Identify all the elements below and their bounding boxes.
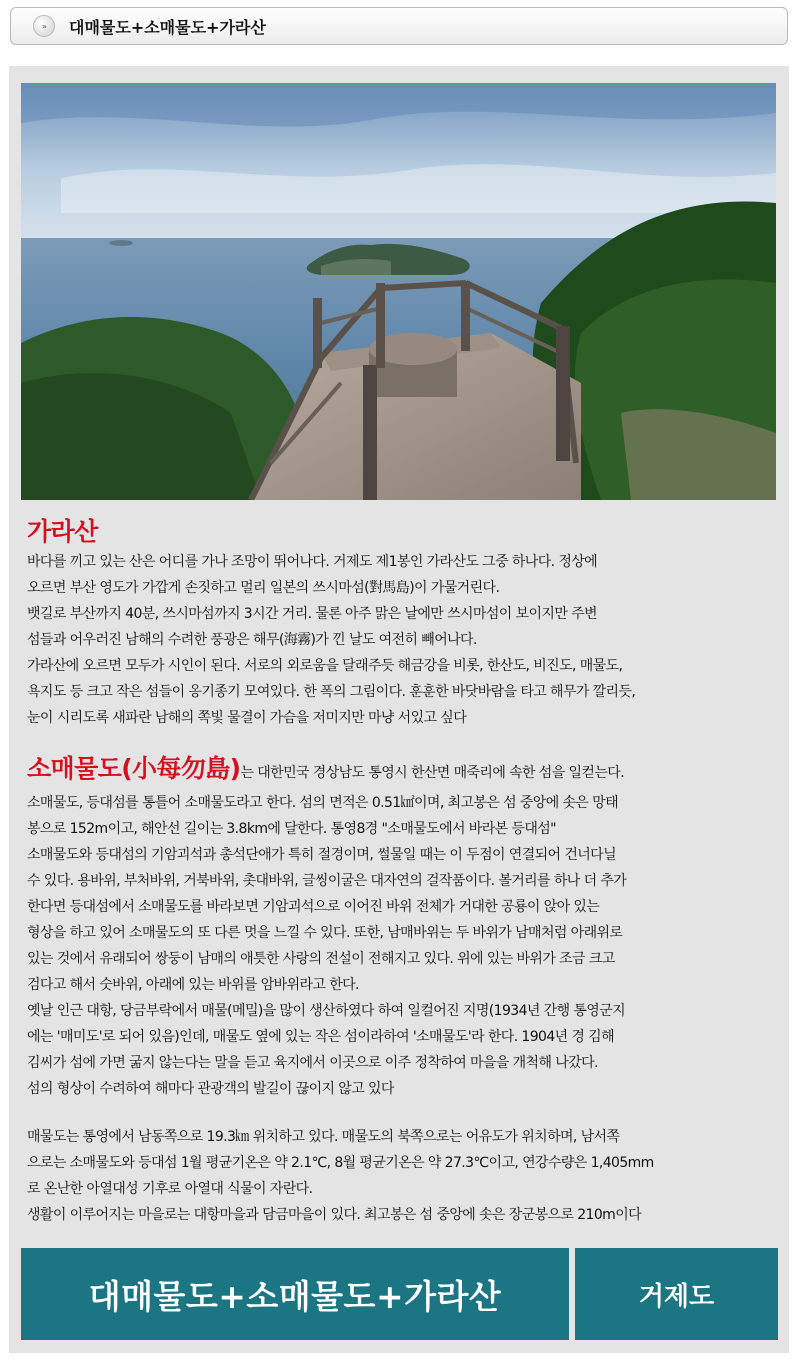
garasan-line: 섬들과 어우러진 남해의 수려한 풍광은 해무(海霧)가 낀 날도 여전히 빼어나다. — [27, 632, 477, 648]
garasan-line: 눈이 시리도록 새파란 남해의 쪽빛 물결이 가슴을 저미지만 마냥 서있고 싶다 — [27, 710, 467, 726]
daemaemuldo-section — [27, 1124, 779, 1228]
somaemuldo-line: 옛날 인근 대항, 당금부락에서 매물(메밀)을 많이 생산하였다 하여 일컬어진 지명(1934년 간행 통영군지 — [27, 1003, 626, 1019]
daemaemuldo-line: 로 온난한 아열대성 기후로 아열대 식물이 자란다. — [27, 1181, 313, 1197]
somaemuldo-line: 형상을 하고 있어 소매물도의 또 다른 멋을 느낄 수 있다. 또한, 남매바위는 두 바위가 남매처럼 아래위로 — [27, 925, 623, 941]
daemaemuldo-course-button[interactable]: 대매물도+소매물도+가라산 — [21, 1248, 569, 1340]
garasan-line: 바다를 끼고 있는 산은 어디를 가나 조망이 뛰어나다. 거제도 제1봉인 가라산도 그중 하나다. 정상에 — [27, 554, 598, 570]
garasan-line: 오르면 부산 영도가 가깝게 손짓하고 멀리 일본의 쓰시마섬(對馬島)이 가물거린다. — [27, 580, 500, 596]
somaemuldo-section — [27, 752, 779, 1102]
somaemuldo-line: 김씨가 섬에 가면 굶지 않는다는 말을 듣고 육지에서 이곳으로 이주 정착하여 마을을 개척해 나갔다. — [27, 1055, 598, 1071]
somaemuldo-line: 수 있다. 용바위, 부처바위, 거북바위, 촛대바위, 글씽이굴은 대자연의 걸작품이다. 볼거리를 하나 더 추가 — [27, 873, 627, 889]
daemaemuldo-line: 으로는 소매물도와 등대섬 1월 평균기온은 약 2.1℃, 8월 평균기온은 약 27.3℃이고, 연강수량은 1,405mm — [27, 1155, 654, 1171]
daemaemuldo-line: 생활이 이루어지는 마을로는 대항마을과 담금마을이 있다. 최고봉은 섬 중앙에 솟은 장군봉으로 210m이다 — [27, 1207, 642, 1223]
garasan-line: 가라산에 오르면 모두가 시인이 된다. 서로의 외로움을 달래주듯 해금강을 비롯, 한산도, 비진도, 매물도, — [27, 658, 623, 674]
somaemuldo-line: 소매물도, 등대섬를 통틀어 소매물도라고 한다. 섬의 면적은 0.51㎢이며, 최고봉은 섬 중앙에 솟은 망태 — [27, 795, 619, 811]
somaemuldo-first-line — [27, 752, 779, 790]
garasan-section — [27, 515, 779, 731]
garasan-heading: 가라산 — [27, 517, 98, 546]
somaemuldo-line: 소매물도와 등대섬의 기암괴석과 총석단애가 특히 절경이며, 썰물일 때는 이 두점이 연결되어 건너다닐 — [27, 847, 617, 863]
somaemuldo-intro: 는 대한민국 경상남도 통영시 한산면 매죽리에 속한 섬을 일컫는다. — [240, 765, 625, 781]
somaemuldo-line: 있는 것에서 유래되어 쌍둥이 남매의 애틋한 사랑의 전설이 전해지고 있다. 위에 있는 바위가 조금 크고 — [27, 951, 615, 967]
daemaemuldo-line: 매물도는 통영에서 남동쪽으로 19.3㎞ 위치하고 있다. 매물도의 북쪽으로는 어유도가 위치하며, 남서쪽 — [27, 1129, 620, 1145]
content-panel — [9, 66, 789, 1353]
somaemuldo-line: 에는 '매미도'로 되어 있음)인데, 매물도 옆에 있는 작은 섬이라하여 '소매물도'라 한다. 1904년 경 김해 — [27, 1029, 615, 1045]
somaemuldo-line: 검다고 해서 숫바위, 아래에 있는 바위를 암바위라고 한다. — [27, 977, 359, 993]
somaemuldo-line: 섬의 형상이 수려하여 해마다 관광객의 발길이 끊이지 않고 있다 — [27, 1081, 394, 1097]
geojedo-button[interactable]: 거제도 — [575, 1248, 778, 1340]
garasan-line: 뱃길로 부산까지 40분, 쓰시마섬까지 3시간 거리. 물론 아주 맑은 날에만 쓰시마섬이 보이지만 주변 — [27, 606, 597, 622]
garasan-line: 욕지도 등 크고 작은 섬들이 옹기종기 모여있다. 한 폭의 그림이다. 훈훈한 바닷바람을 타고 해무가 깔리듯, — [27, 684, 636, 700]
title-bar — [10, 7, 788, 45]
somaemuldo-heading: 소매물도(小每勿島) — [27, 754, 241, 783]
somaemuldo-line: 봉으로 152m이고, 해안선 길이는 3.8km에 달한다. 통영8경 "소매물도에서 바라본 등대섬" — [27, 821, 557, 837]
double-chevron-icon: » — [33, 15, 55, 37]
page-title: 대매물도+소매물도+가라산 — [69, 17, 266, 37]
observation-deck-photo — [21, 83, 776, 500]
somaemuldo-line: 한다면 등대섬에서 소매물도를 바라보면 기암괴석으로 이어진 바위 전체가 거대한 공룡이 앉아 있는 — [27, 899, 600, 915]
